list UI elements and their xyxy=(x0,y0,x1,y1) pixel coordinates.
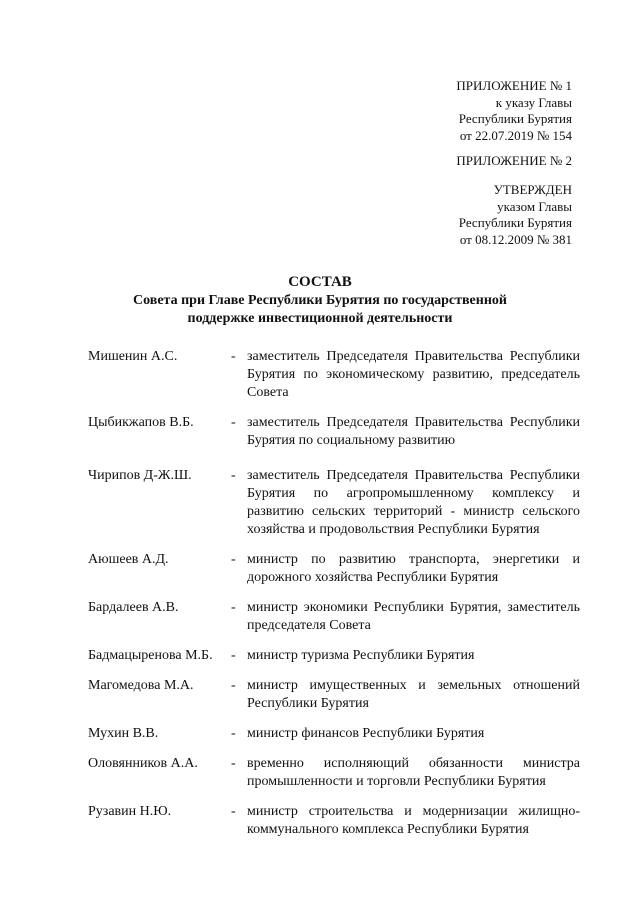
member-name: Бардалеев А.В. xyxy=(88,600,179,615)
member-dash: - xyxy=(231,678,236,693)
member-name: Оловянников А.А. xyxy=(88,756,198,771)
member-row xyxy=(88,414,580,450)
member-dash: - xyxy=(231,648,236,663)
appendix-1-title: ПРИЛОЖЕНИЕ № 1 xyxy=(456,78,572,93)
member-name: Бадмацыренова М.Б. xyxy=(88,648,213,663)
member-dash: - xyxy=(231,415,236,430)
member-row xyxy=(88,599,580,635)
appendix-1-decree-ref: к указу Главы xyxy=(495,94,572,110)
member-name: Мухин В.В. xyxy=(88,726,159,741)
approved-decree-ref: указом Главы xyxy=(497,198,572,214)
member-name: Аюшеев А.Д. xyxy=(88,552,169,567)
member-name: Рузавин Н.Ю. xyxy=(88,804,172,819)
appendix-1-date-number: от 22.07.2019 № 154 xyxy=(459,127,572,143)
member-row xyxy=(88,803,580,839)
title-subtitle-line-2: поддержке инвестиционной деятельности xyxy=(187,311,453,326)
member-role: министр туризма Республики Бурятия xyxy=(247,648,475,663)
approved-label: УТВЕРЖДЕН xyxy=(493,182,572,197)
appendix-1-header xyxy=(456,78,572,144)
member-dash: - xyxy=(231,468,236,483)
appendix-2-title: ПРИЛОЖЕНИЕ № 2 xyxy=(456,153,572,168)
member-name: Чирипов Д-Ж.Ш. xyxy=(88,468,192,483)
approved-republic: Республики Бурятия xyxy=(458,215,572,230)
member-role: заместитель Председателя Правительства Республики Бурятия по экономическому развитию, председатель Совета xyxy=(247,349,580,400)
member-role: заместитель Председателя Правительства Республики Бурятия по агропромышленному комплексу и развитию сельских территорий - министр сельского хозяйства и продовольствия Республики Бурятия xyxy=(247,468,580,537)
member-role: министр экономики Республики Бурятия, заместитель председателя Совета xyxy=(247,600,580,633)
members-list xyxy=(88,348,580,839)
member-role: министр финансов Республики Бурятия xyxy=(247,726,485,741)
member-role: заместитель Председателя Правительства Республики Бурятия по социальному развитию xyxy=(247,415,580,448)
title-subtitle-line-1: Совета при Главе Республики Бурятия по государственной xyxy=(133,293,507,308)
member-row xyxy=(88,755,580,791)
member-name: Магомедова М.А. xyxy=(88,678,194,693)
member-row xyxy=(88,467,580,539)
member-dash: - xyxy=(231,600,236,615)
appendix-2-header xyxy=(456,153,572,170)
member-dash: - xyxy=(231,552,236,567)
member-role: временно исполняющий обязанности министра промышленности и торговли Республики Бурятия xyxy=(247,756,580,789)
member-row xyxy=(88,647,580,665)
member-role: министр имущественных и земельных отношений Республики Бурятия xyxy=(247,678,580,711)
member-dash: - xyxy=(231,349,236,364)
member-name: Мишенин А.С. xyxy=(88,349,178,364)
member-row xyxy=(88,348,580,402)
document-title xyxy=(60,273,580,328)
member-row xyxy=(88,677,580,713)
member-dash: - xyxy=(231,756,236,771)
member-row xyxy=(88,725,580,743)
title-main: СОСТАВ xyxy=(288,274,352,290)
member-role: министр по развитию транспорта, энергетики и дорожного хозяйства Республики Бурятия xyxy=(247,552,580,585)
member-name: Цыбикжапов В.Б. xyxy=(88,415,194,430)
member-dash: - xyxy=(231,804,236,819)
approved-stamp xyxy=(459,182,572,248)
member-role: министр строительства и модернизации жилищно-коммунального комплекса Республики Бурятия xyxy=(247,804,580,837)
approved-date-number: от 08.12.2009 № 381 xyxy=(459,231,572,247)
member-dash: - xyxy=(231,726,236,741)
member-row xyxy=(88,551,580,587)
appendix-1-republic: Республики Бурятия xyxy=(458,111,572,126)
